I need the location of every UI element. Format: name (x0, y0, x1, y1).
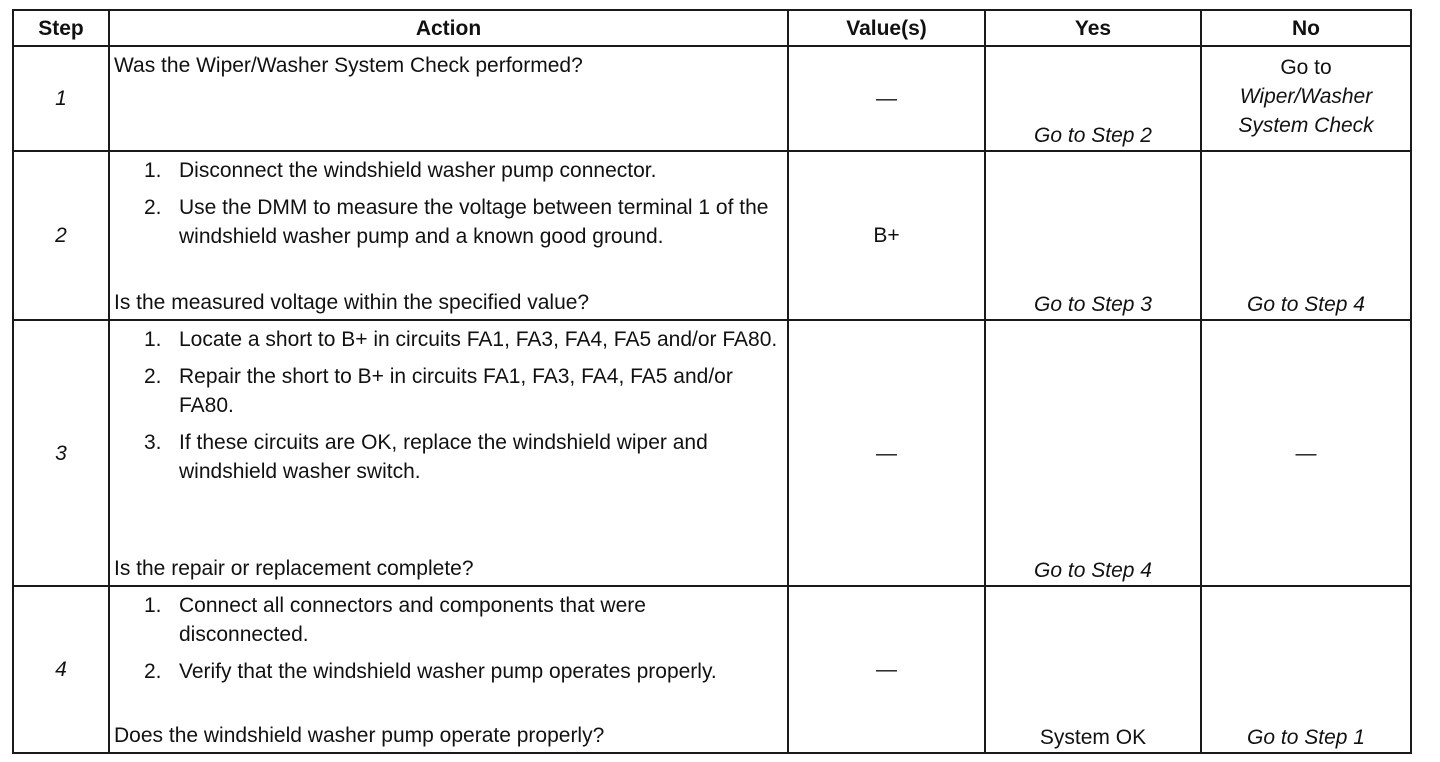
step-number: 3 (13, 320, 109, 586)
value-cell: — (788, 46, 985, 151)
header-value: Value(s) (788, 10, 985, 46)
action-question: Is the repair or replacement complete? (114, 557, 474, 580)
item-number: 2. (144, 196, 162, 219)
action-cell (109, 151, 788, 320)
action-cell (109, 320, 788, 586)
item-text: Use the DMM to measure the voltage between terminal 1 of the windshield washer pump and a known good ground. (179, 196, 769, 248)
action-question: Is the measured voltage within the specified value? (114, 291, 590, 314)
diagnostic-table (12, 9, 1412, 754)
list-item (144, 325, 781, 354)
list-item (144, 156, 781, 185)
no-cell: Go to Step 4 (1201, 151, 1411, 320)
no-line: Go to (1280, 56, 1332, 79)
header-no: No (1201, 10, 1411, 46)
value-cell: — (788, 320, 985, 586)
list-item (144, 657, 781, 686)
no-line: System Check (1238, 114, 1374, 137)
item-number: 1. (144, 159, 162, 182)
action-question: Does the windshield washer pump operate properly? (114, 724, 605, 747)
table-row (13, 320, 1411, 586)
no-cell: — (1201, 320, 1411, 586)
item-number: 1. (144, 594, 162, 617)
action-cell (109, 46, 788, 151)
item-number: 2. (144, 660, 162, 683)
table-row (13, 151, 1411, 320)
item-text: Disconnect the windshield washer pump connector. (179, 159, 657, 182)
item-text: If these circuits are OK, replace the windshield wiper and windshield washer switch. (179, 431, 708, 483)
no-cell (1201, 46, 1411, 151)
step-number: 1 (13, 46, 109, 151)
table-row (13, 46, 1411, 151)
yes-cell: Go to Step 4 (985, 320, 1201, 586)
item-text: Locate a short to B+ in circuits FA1, FA3, FA4, FA5 and/or FA80. (179, 328, 778, 351)
table-row (13, 586, 1411, 753)
list-item (144, 591, 781, 649)
yes-cell: Go to Step 3 (985, 151, 1201, 320)
list-item (144, 193, 781, 251)
item-number: 2. (144, 365, 162, 388)
list-item (144, 362, 781, 420)
header-step: Step (13, 10, 109, 46)
no-cell: Go to Step 1 (1201, 586, 1411, 753)
action-steps (114, 591, 781, 694)
step-number: 2 (13, 151, 109, 320)
header-action: Action (109, 10, 788, 46)
action-steps (114, 325, 781, 494)
action-steps (114, 156, 781, 259)
list-item (144, 428, 781, 486)
item-text: Repair the short to B+ in circuits FA1, FA3, FA4, FA5 and/or FA80. (179, 365, 733, 417)
header-row (13, 10, 1411, 46)
item-text: Verify that the windshield washer pump operates properly. (179, 660, 717, 683)
no-line: Wiper/Washer (1239, 85, 1373, 108)
item-number: 1. (144, 328, 162, 351)
item-number: 3. (144, 431, 162, 454)
action-question: Was the Wiper/Washer System Check performed? (114, 54, 583, 77)
action-cell (109, 586, 788, 753)
yes-cell: System OK (985, 586, 1201, 753)
yes-cell: Go to Step 2 (985, 46, 1201, 151)
header-yes: Yes (985, 10, 1201, 46)
step-number: 4 (13, 586, 109, 753)
value-cell: B+ (788, 151, 985, 320)
item-text: Connect all connectors and components that were disconnected. (179, 594, 646, 646)
value-cell: — (788, 586, 985, 753)
